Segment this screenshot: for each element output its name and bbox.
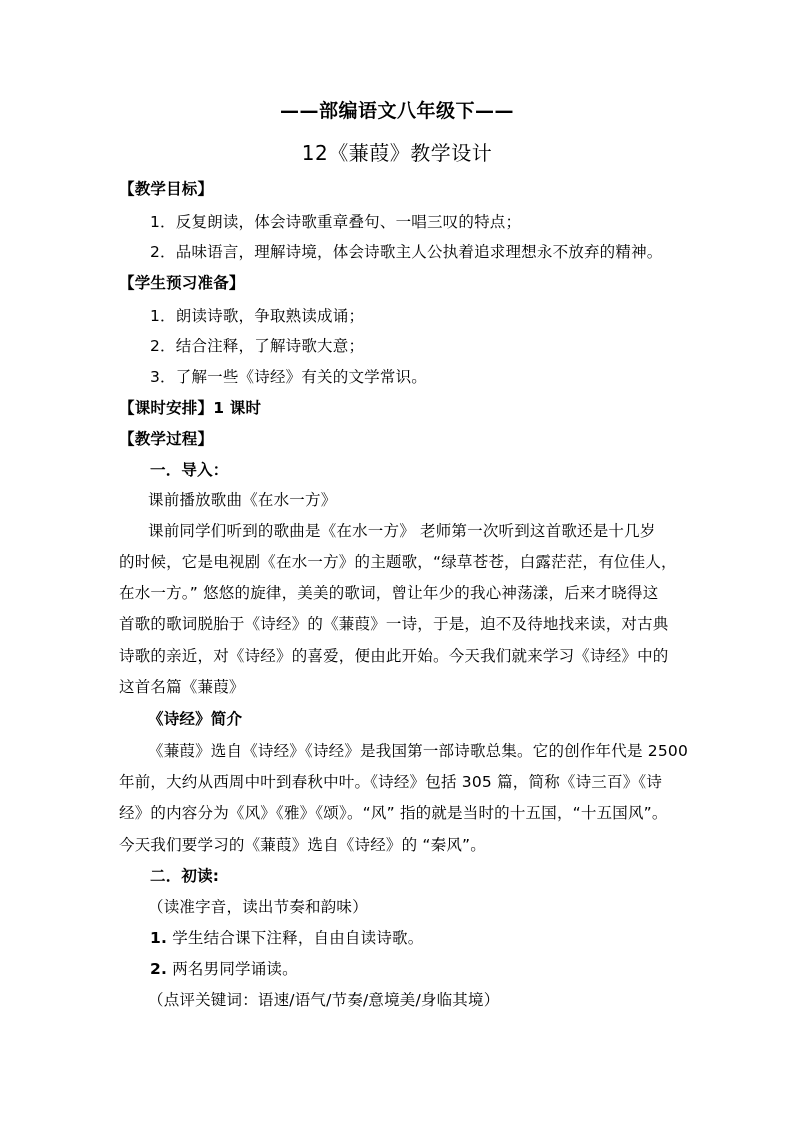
section2-title: 二．初读: [150,867,220,885]
page-title: 12《蒹葭》教学设计 [301,141,493,165]
section1-title: 一．导入： [150,461,229,479]
intro-line-4: 今天我们要学习的《蒹葭》选自《诗经》的 “秦风”。 [119,836,486,854]
process-heading: 【教学过程】 [119,430,214,448]
intro-line-2: 年前，大约从西周中叶到春秋中叶。《诗经》包括 305 篇，简称《诗三百》《诗 [119,773,663,791]
schedule-value: 1 课时 [213,399,262,417]
intro-title: 《诗经》简介 [148,710,243,728]
section2-comment: （点评关键词：语速/语气/节奏/意境美/身临其境） [148,991,500,1009]
schedule-line [119,397,261,419]
section2-item-1-text: 学生结合课下注释，自由自读诗歌。 [172,929,424,947]
prep-item-1: 1．朗读诗歌，争取熟读成诵； [150,307,365,325]
schedule-heading: 【课时安排】 [119,399,214,417]
goals-heading: 【教学目标】 [119,180,214,198]
intro-line-3: 经》的内容分为《风》《雅》《颂》。“风” 指的就是当时的十五国，“十五国风”。 [119,804,668,822]
section2-item-2-num: 2. [150,960,168,978]
prep-item-3: 3．了解一些《诗经》有关的文学常识。 [150,368,427,386]
section2-note: （读准字音，读出节奏和韵味） [148,898,368,916]
goal-item-1: 1．反复朗读，体会诗歌重章叠句、一唱三叹的特点； [150,213,522,231]
grade-header: ——部编语文八年级下—— [279,100,514,122]
goal-item-2: 2．品味语言，理解诗境，体会诗歌主人公执着追求理想永不放弃的精神。 [150,243,663,261]
section2-item-1-num: 1. [150,929,168,947]
section1-line-5: 首歌的歌词脱胎于《诗经》的《蒹葭》一诗，于是，迫不及待地找来读，对古典 [119,615,669,633]
section1-line-7: 这首名篇《蒹葭》 [119,678,245,696]
prep-heading: 【学生预习准备】 [119,274,245,292]
section2-item-2-text: 两名男同学诵读。 [172,960,298,978]
section2-item-2 [150,958,298,980]
prep-item-2: 2．结合注释，了解诗歌大意； [150,337,365,355]
section1-line-3: 的时候，它是电视剧《在水一方》的主题歌，“绿草苍苍，白露茫茫，有位佳人， [119,553,677,571]
intro-line-1: 《蒹葭》选自《诗经》《诗经》是我国第一部诗歌总集。它的创作年代是 2500 [148,742,689,760]
section1-line-1: 课前播放歌曲《在水一方》 [148,491,337,509]
section2-item-1 [150,927,423,949]
section1-line-2: 课前同学们听到的歌曲是《在水一方》 老师第一次听到这首歌还是十几岁 [148,522,656,540]
section1-line-6: 诗歌的亲近，对《诗经》的喜爱，便由此开始。今天我们就来学习《诗经》中的 [119,647,669,665]
section1-line-4: 在水一方。” 悠悠的旋律，美美的歌词，曾让年少的我心神荡漾，后来才晓得这 [119,584,659,602]
